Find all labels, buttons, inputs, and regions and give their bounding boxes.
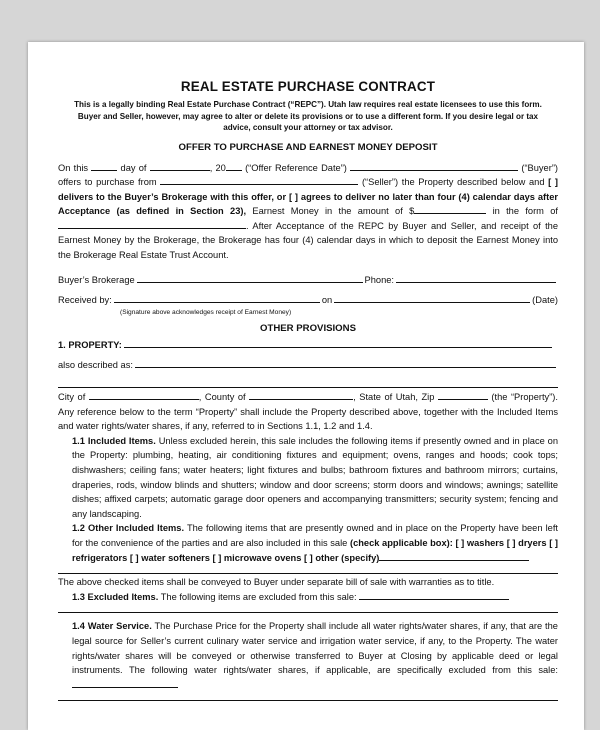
offer-paragraph [58, 161, 558, 263]
also-described-label: also described as: [58, 360, 133, 371]
also-described-field-2[interactable] [58, 373, 558, 388]
excluded-items-field-2[interactable] [58, 604, 558, 613]
earnest-money-amount-field[interactable] [414, 204, 486, 214]
date-label: (Date) [532, 295, 558, 306]
excluded-items-field[interactable] [359, 590, 509, 600]
s12-title: Other Included Items. [88, 523, 185, 534]
s12-conveyed-text: The above checked items shall be conveyed to Buyer under separate bill of sale with warranties as to title. [58, 577, 495, 588]
s13-number: 1.3 [72, 591, 85, 602]
s11-text: Unless excluded herein, this sale includes the following items if presently owned and in place on the Property: plumbing, heating, air conditioning fixtures and equipment; ovens, ranges and hoods; cook tops; dishwashers; ceiling fans; water heaters; light fixtures and bulbs; bathroom fixtures and bathroom mirrors; curtains, draperies, rods, window blinds and shutters; window and door screens; storm doors and windows; awnings; satellite dishes; affixed carpets; automatic garage door openers and accompanying transmitters; security system; fencing and any landscaping. [72, 435, 558, 519]
city-field[interactable] [89, 390, 199, 400]
water-excluded-field-2[interactable] [58, 692, 558, 701]
year-label: , 20 [209, 162, 226, 173]
washers-dryers-checkboxes[interactable]: [ ] washers [ ] dryers [455, 537, 547, 548]
contract-content [58, 79, 558, 701]
property-reference-text: Any reference below to the term “Property” shall include the Property described above, together with the Included Items and water rights/water shares, if any, referred to in Sections 1.1, 1.2 and 1.4. [58, 406, 558, 432]
document-page [28, 42, 584, 730]
section-1-1 [58, 434, 558, 522]
s14-text: The Purchase Price for the Property shall include all water rights/water shares, if any, that are the legal source for Seller’s current culinary water service and irrigation water service, if any, to the Property. The water rights/water shares will be conveyed or otherwise transferred to Buyer at Closing by applicable deed or legal instruments. The following water rights/water shares, if applicable, are specifically excluded from this sale: [72, 621, 558, 676]
other-items-field[interactable] [58, 565, 558, 574]
buyers-brokerage-field[interactable] [137, 273, 363, 283]
on-label: on [321, 295, 333, 306]
received-by-label: Received by: [58, 295, 112, 306]
seller-label: (“Seller”) the Property described below and [361, 177, 545, 188]
year-field[interactable] [226, 161, 242, 171]
the-property-label: (the “Property”). [491, 392, 558, 403]
s12-text: The following items that are presently owned and in place on the Property have been left for the convenience of the parties and are also included in this sale [72, 523, 558, 548]
county-field[interactable] [249, 390, 353, 400]
property-row [58, 338, 558, 353]
buyer-label: (“Buyer”) [521, 162, 559, 173]
city-label: City of [58, 392, 86, 403]
s13-text: The following items are excluded from this sale: [160, 591, 357, 602]
on-this-label: On this [58, 162, 89, 173]
offers-from-label: offers to purchase from [58, 177, 157, 188]
also-described-field[interactable] [135, 358, 556, 368]
appliance-checkboxes[interactable]: [ ] refrigerators [ ] water softeners [ ] microwave ovens [ ] other (specify) [72, 537, 559, 563]
s12-check-label: (check applicable box): [349, 537, 453, 548]
zip-field[interactable] [438, 390, 488, 400]
also-described-row [58, 358, 558, 373]
seller-name-field[interactable] [160, 175, 358, 185]
property-field[interactable] [124, 338, 552, 348]
property-label: 1. PROPERTY: [58, 339, 122, 350]
state-label: , State of Utah, Zip [353, 392, 435, 403]
contract-intro: This is a legally binding Real Estate Purchase Contract (“REPC”). Utah law requires real estate licensees to use this form. Buyer and Seller, however, may agree to alter or delete its provisions or to use a different form. If you desire legal or tax advice, consult your attorney or tax advisor. [74, 100, 542, 132]
buyer-name-field[interactable] [350, 161, 518, 171]
offer-heading: OFFER TO PURCHASE AND EARNEST MONEY DEPOSIT [178, 141, 438, 153]
water-excluded-field[interactable] [72, 678, 178, 688]
phone-field[interactable] [396, 273, 556, 283]
other-provisions-heading: OTHER PROVISIONS [260, 322, 356, 334]
received-by-row [58, 293, 558, 308]
signature-note: (Signature above acknowledges receipt of Earnest Money) [120, 308, 292, 316]
other-specify-field[interactable] [379, 551, 529, 561]
delivery-options-text: [ ] delivers to the Buyer’s Brokerage with this offer, or [ ] agrees to deliver no later than four (4) calendar days after Acceptance (as defined in Section 23), [58, 177, 558, 217]
offer-reference-date-label: (“Offer Reference Date”) [245, 162, 347, 173]
earnest-money-form-field[interactable] [58, 219, 246, 229]
s14-number: 1.4 [72, 621, 85, 632]
s11-number: 1.1 [72, 435, 85, 446]
buyers-brokerage-row [58, 273, 558, 288]
received-date-field[interactable] [334, 293, 530, 303]
month-field[interactable] [150, 161, 210, 171]
day-field[interactable] [91, 161, 117, 171]
contract-title: REAL ESTATE PURCHASE CONTRACT [180, 79, 436, 94]
section-1-3 [58, 590, 558, 605]
buyers-brokerage-label: Buyer’s Brokerage [58, 274, 135, 285]
day-of-label: day of [120, 162, 147, 173]
received-by-signature-field[interactable] [114, 293, 320, 303]
earnest-money-label: Earnest Money in the amount of $ [252, 206, 415, 217]
section-1-4 [58, 619, 558, 692]
city-county-line [58, 390, 558, 434]
s13-title: Excluded Items. [87, 591, 159, 602]
after-acceptance-text: . After Acceptance of the REPC by Buyer and Seller, and receipt of the Earnest Money by the Brokerage, the Brokerage has four (4) calendar days in which to deposit the Earnest Money into the Brokerage Real Estate Trust Account. [58, 220, 558, 261]
phone-label: Phone: [364, 274, 394, 285]
s14-title: Water Service. [87, 621, 152, 632]
county-label: , County of [198, 392, 246, 403]
s12-number: 1.2 [72, 523, 85, 534]
form-of-label: in the form of [492, 206, 558, 217]
s11-title: Included Items. [87, 435, 156, 446]
section-1-2 [58, 521, 558, 565]
